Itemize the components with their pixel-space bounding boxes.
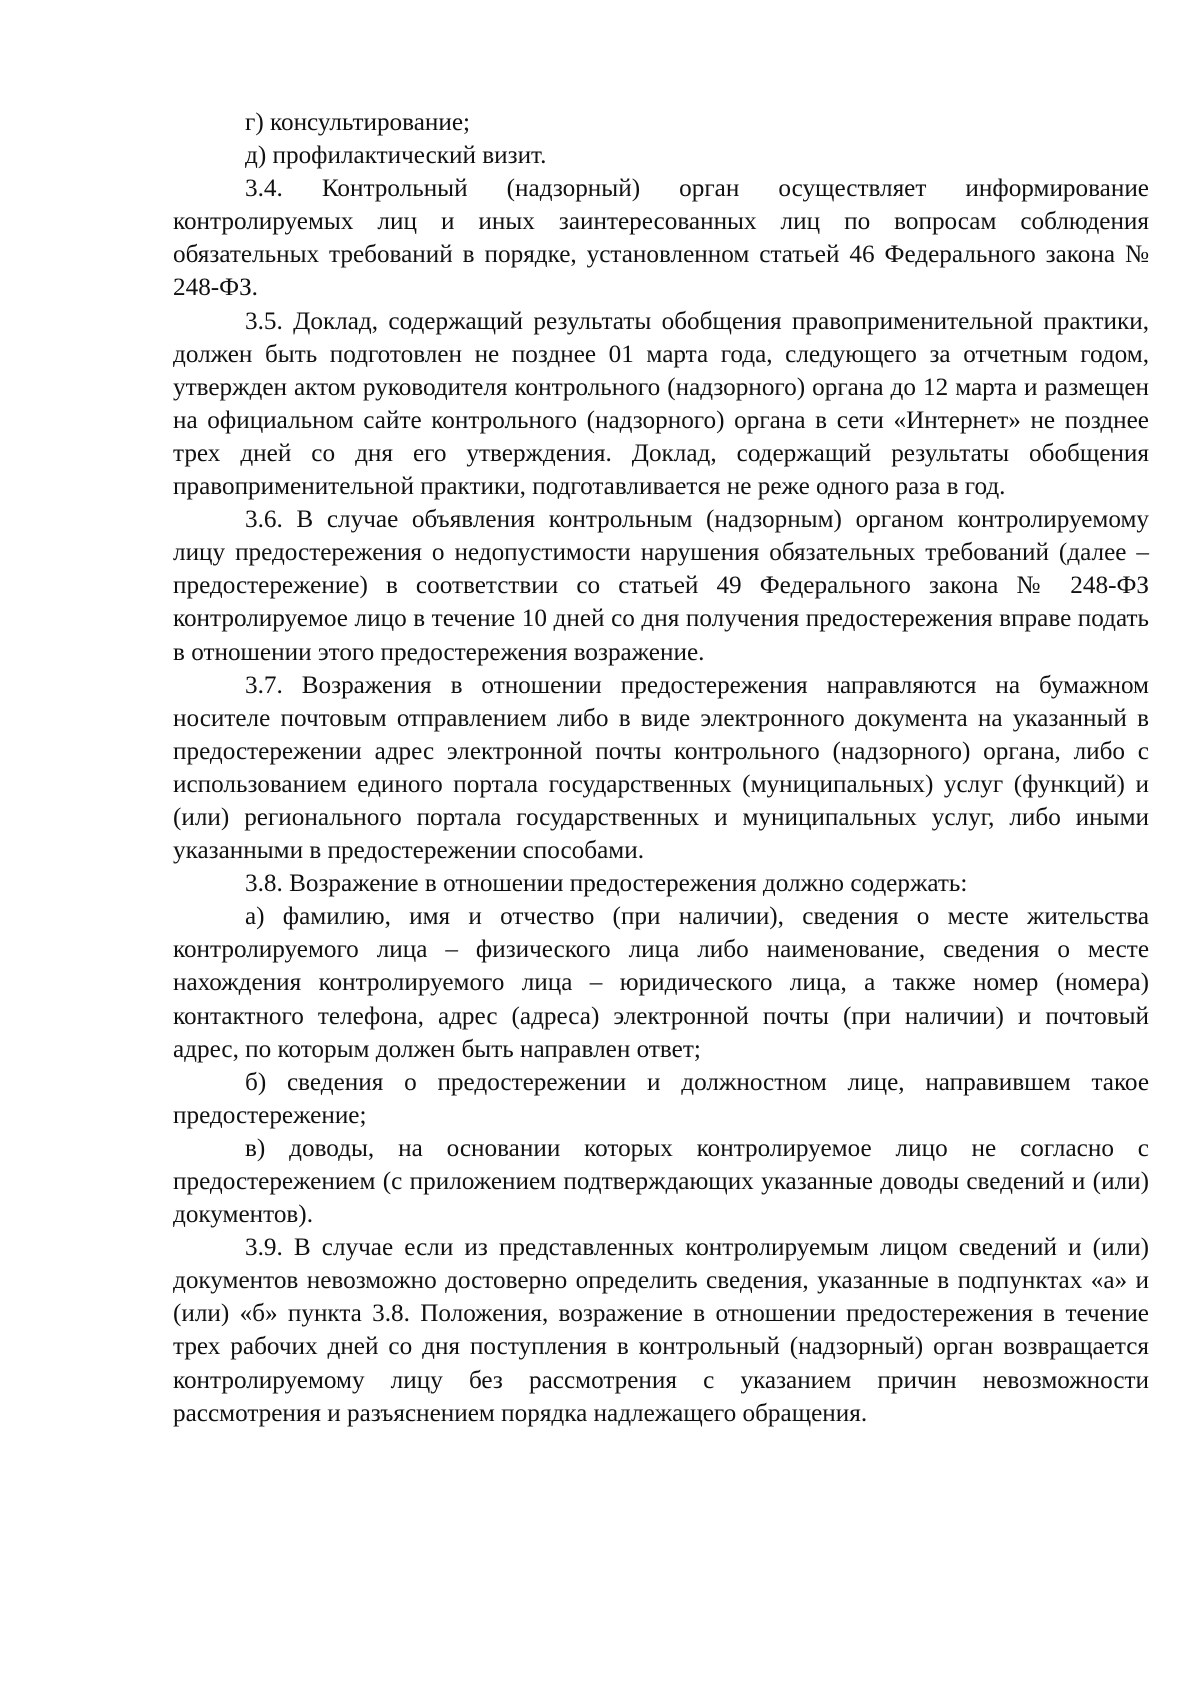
subitem-b: б) сведения о предостережении и должностном лице, направившем такое предостережение;	[173, 1068, 1149, 1129]
paragraph-3-6: 3.6. В случае объявления контрольным (надзорным) органом контролируемому лицу предостережения о недопустимости нарушения обязательных требований (далее – предостережение) в соответствии со статьей 49 Федерального закона № 248-ФЗ контролируемое лицо в течение 10 дней со дня получения предостережения вправе подать в отношении этого предостережения возражение.	[173, 506, 1149, 666]
paragraph-3-9: 3.9. В случае если из представленных контролируемым лицом сведений и (или) документов невозможно достоверно определить сведения, указанные в подпунктах «а» и (или) «б» пункта 3.8. Положения, возражение в отношении предостережения в течение трех рабочих дней со дня поступления в контрольный (надзорный) орган возвращается контролируемому лицу без рассмотрения с указанием причин невозможности рассмотрения и разъяснением порядка надлежащего обращения.	[173, 1234, 1149, 1427]
paragraph-3-7: 3.7. Возражения в отношении предостережения направляются на бумажном носителе почтовым отправлением либо в виде электронного документа на указанный в предостережении адрес электронной почты контрольного (надзорного) органа, либо с использованием единого портала государственных (муниципальных) услуг (функций) и (или) регионального портала государственных и муниципальных услуг, либо иными указанными в предостережении способами.	[173, 671, 1149, 865]
paragraph-3-4: 3.4. Контрольный (надзорный) орган осуществляет информирование контролируемых лиц и иных заинтересованных лиц по вопросам соблюдения обязательных требований в порядке, установленном статьей 46 Федерального закона № 248-ФЗ.	[173, 175, 1149, 302]
paragraph-3-8: 3.8. Возражение в отношении предостережения должно содержать:	[245, 870, 968, 898]
document-page	[173, 106, 1149, 1430]
paragraph-3-5: 3.5. Доклад, содержащий результаты обобщения правоприменительной практики, должен быть подготовлен не позднее 01 марта года, следующего за отчетным годом, утвержден актом руководителя контрольного (надзорного) органа до 12 марта и размещен на официальном сайте контрольного (надзорного) органа в сети «Интернет» не позднее трех дней со дня его утверждения. Доклад, содержащий результаты обобщения правоприменительной практики, подготавливается не реже одного раза в год.	[173, 307, 1149, 501]
list-item-g: г) консультирование;	[245, 109, 471, 136]
subitem-v: в) доводы, на основании которых контролируемое лицо не согласно с предостережением (с приложением подтверждающих указанные доводы сведений и (или) документов).	[173, 1134, 1149, 1229]
list-item-d: д) профилактический визит.	[245, 142, 547, 170]
subitem-a: а) фамилию, имя и отчество (при наличии), сведения о месте жительства контролируемого лица – физического лица либо наименование, сведения о месте нахождения контролируемого лица – юридического лица, а также номер (номера) контактного телефона, адрес (адреса) электронной почты (при наличии) и почтовый адрес, по которым должен быть направлен ответ;	[173, 903, 1149, 1063]
